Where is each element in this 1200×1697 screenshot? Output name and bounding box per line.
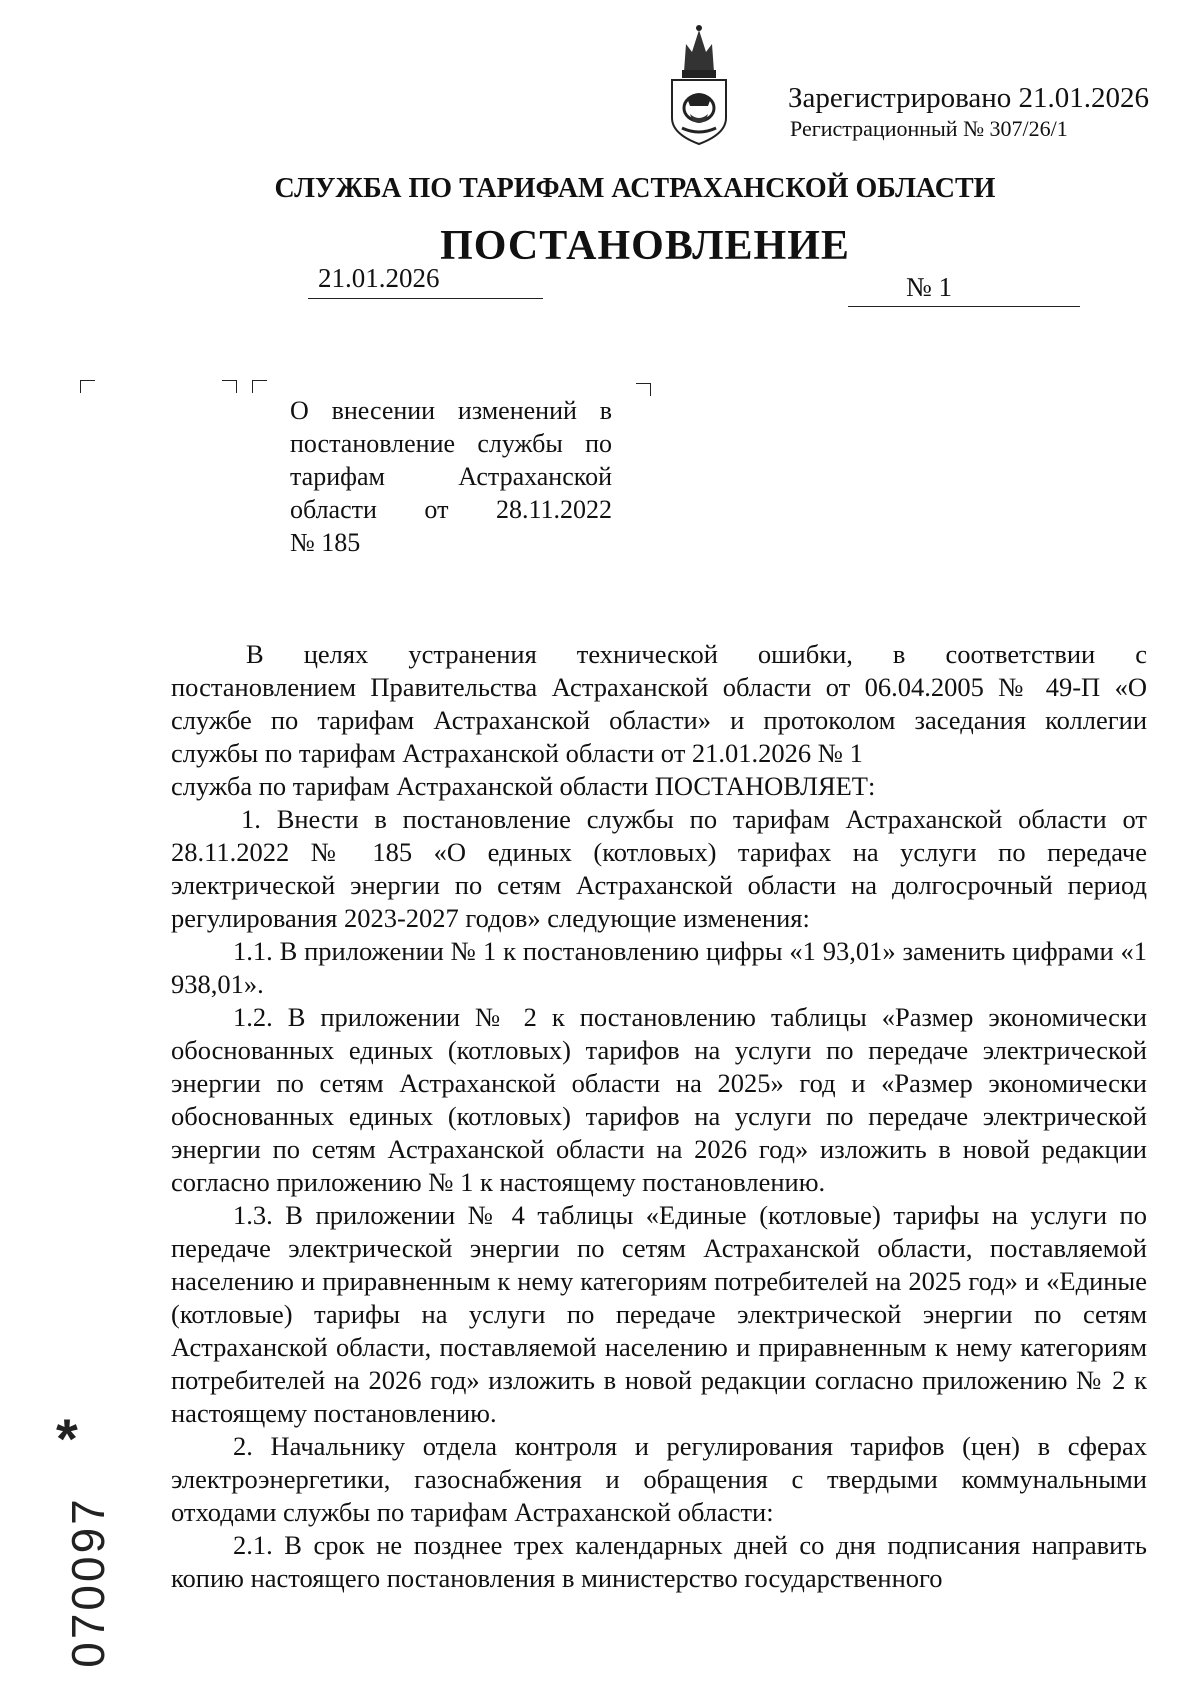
- date-underline: [308, 298, 543, 299]
- registration-number: Регистрационный № 307/26/1: [790, 116, 1068, 141]
- margin-serial-number: [48, 1472, 128, 1692]
- agency-name: СЛУЖБА ПО ТАРИФАМ АСТРАХАНСКОЙ ОБЛАСТИ: [274, 173, 996, 204]
- preamble: [171, 638, 1147, 770]
- subject-line: постановление службы по: [290, 429, 612, 458]
- document-type-title: ПОСТАНОВЛЕНИЕ: [440, 223, 850, 269]
- document-number: № 1: [906, 272, 953, 302]
- preamble-line: службе по тарифам Астраханской области» и протоколом заседания коллегии: [171, 705, 1147, 735]
- paragraph-2-1: 2.1. В срок не позднее трех календарных дней со дня подписания направить копию настоящего постановления в министерство государственного: [171, 1530, 1147, 1593]
- corner-mark: [636, 383, 651, 396]
- paragraph-1-3: 1.3. В приложении № 4 таблицы «Единые (котловые) тарифы на услуги по передаче электрической энергии по сетям Астраханской области, поставляемой населению и приравненным к нему категориям потребителей на 2025 год» и «Единые (котловые) тарифы на услуги по передаче электрической энергии по сетям Астраханской области, поставляемой населению и приравненным к нему категориям потребителей на 2026 год» изложить в новой редакции согласно приложению № 2 к настоящему постановлению.: [171, 1200, 1147, 1428]
- subject-line: области от 28.11.2022: [290, 495, 612, 524]
- paragraph-2: 2. Начальнику отдела контроля и регулирования тарифов (цен) в сферах электроэнергетики, газоснабжения и обращения с твердыми коммунальными отходами службы по тарифам Астраханской области:: [171, 1431, 1147, 1527]
- paragraph-1-2: 1.2. В приложении № 2 к постановлению таблицы «Размер экономически обоснованных единых (котловых) тарифов на услуги по передаче электрической энергии по сетям Астраханской области на 2025» год и «Размер экономически обоснованных единых (котловых) тарифов на услуги по передаче электрической энергии по сетям Астраханской области на 2026 год» изложить в новой редакции согласно приложению № 1 к настоящему постановлению.: [171, 1002, 1147, 1197]
- corner-mark: [80, 380, 95, 393]
- corner-mark: [222, 380, 237, 393]
- resolution-statement: служба по тарифам Астраханской области ПОСТАНОВЛЯЕТ:: [171, 771, 876, 801]
- preamble-line: В целях устранения технической ошибки, в соответствии с: [246, 639, 1147, 669]
- document-subject: [290, 394, 612, 559]
- coat-of-arms-emblem: [660, 22, 738, 147]
- preamble-line: постановлением Правительства Астраханской области от 06.04.2005 № 49-П «О: [171, 672, 1147, 702]
- paragraph-1-1: 1.1. В приложении № 1 к постановлению цифры «1 93,01» заменить цифрами «1 938,01».: [171, 936, 1147, 999]
- subject-line: тарифам Астраханской: [290, 462, 612, 491]
- margin-asterisk: *: [56, 1407, 78, 1470]
- document-date: 21.01.2026: [318, 263, 440, 293]
- number-underline: [848, 306, 1080, 307]
- subject-line: № 185: [290, 528, 361, 557]
- paragraph-1: 1. Внести в постановление службы по тарифам Астраханской области от 28.11.2022 № 185 «О единых (котловых) тарифах на услуги по передаче электрической энергии по сетям Астраханской области на долгосрочный период регулирования 2023-2027 годов» следующие изменения:: [171, 804, 1147, 933]
- registration-stamp-date: Зарегистрировано 21.01.2026: [788, 82, 1150, 114]
- preamble-line: службы по тарифам Астраханской области от 21.01.2026 № 1: [171, 738, 863, 768]
- document-body: [171, 638, 1147, 1595]
- subject-line: О внесении изменений в: [290, 396, 612, 425]
- serial-text: 070097: [62, 1496, 114, 1668]
- corner-mark: [252, 380, 267, 393]
